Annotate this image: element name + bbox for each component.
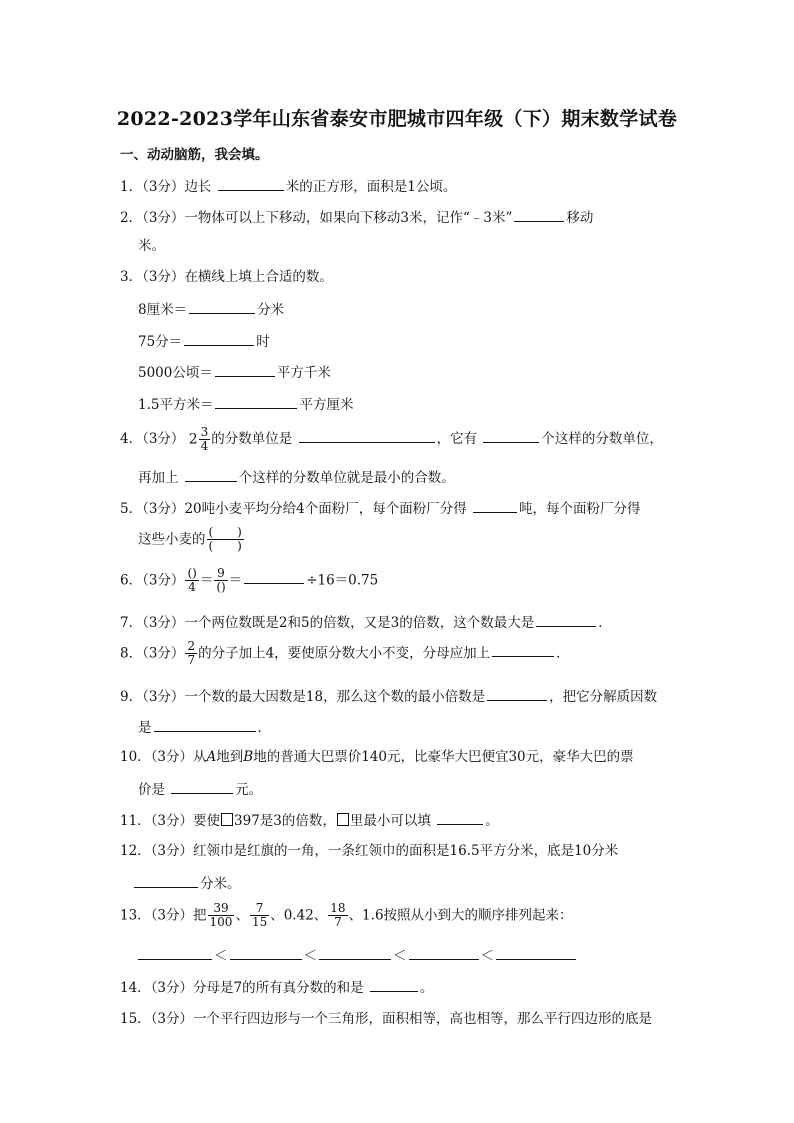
answer-blank[interactable] xyxy=(536,612,596,627)
fraction: $\frac{()}{4}$ xyxy=(187,566,197,594)
question-5: 5．（3分）20吨小麦平均分给4个面粉厂，每个面粉厂分得 吨，每个面粉厂分得 xyxy=(120,498,641,518)
question-2: 2．（3分）一物体可以上下移动，如果向下移动3米，记作“﹣3米” 移动 xyxy=(120,207,593,227)
answer-blank[interactable] xyxy=(483,428,539,443)
answer-blank[interactable] xyxy=(215,362,275,377)
question-14: 14．（3分）分母是7的所有真分数的和是 。 xyxy=(120,977,433,997)
answer-blank[interactable] xyxy=(244,569,304,584)
question-8: 8．（3分） $\frac{2}{7}$ 的分子加上4，要使原分数大小不变，分母应加上 ． xyxy=(120,639,570,667)
answer-blank[interactable] xyxy=(218,176,284,191)
fraction: $\frac{9}{()}$ xyxy=(216,566,226,594)
answer-blank[interactable] xyxy=(370,977,418,992)
square-box-icon xyxy=(337,813,349,826)
fraction: $\frac{7}{15}$ xyxy=(251,901,268,929)
answer-blank[interactable] xyxy=(319,945,391,960)
answer-blank[interactable] xyxy=(473,498,517,513)
answer-blank[interactable] xyxy=(492,642,554,657)
question-6: 6．（3分） $\frac{()}{4}$ ＝ $\frac{9}{()}$ ＝ ÷16＝0.75 xyxy=(120,566,379,594)
fraction-blank[interactable]: $\frac{( )}{( )}$ xyxy=(208,525,242,553)
answer-blank[interactable] xyxy=(184,331,254,346)
fraction: $\frac{18}{7}$ xyxy=(330,901,346,929)
question-13: 13．（3分）把 $\frac{39}{100}$ 、 $\frac{7}{15}$ 、0.42、 $\frac{18}{7}$ 、1.6按照从小到大的顺序排列起来： xyxy=(120,901,573,929)
question-1: 1．（3分）边长 米的正方形，面积是1公顷。 xyxy=(120,176,456,196)
question-7: 7．（3分）一个两位数既是2和5的倍数，又是3的倍数，这个数最大是 ． xyxy=(120,612,612,632)
answer-blank[interactable] xyxy=(230,945,302,960)
fraction: $\frac{39}{100}$ xyxy=(209,901,233,929)
question-9: 9．（3分）一个数的最大因数是18，那么这个数的最小倍数是 ，把它分解质因数 xyxy=(120,686,657,706)
question-4-cont: 再加上 个这样的分数单位就是最小的合数。 xyxy=(138,467,455,487)
question-12-cont: 分米。 xyxy=(132,873,241,893)
answer-blank[interactable] xyxy=(138,945,212,960)
answer-blank[interactable] xyxy=(437,810,483,825)
question-9-cont: 是 ． xyxy=(138,717,271,737)
question-15: 15．（3分）一个平行四边形与一个三角形，面积相等，高也相等，那么平行四边形的底是 xyxy=(120,1011,653,1027)
question-4: 4．（3分） 2 $\frac{3}{4}$ 的分数单位是 ，它有 个这样的分数单位， xyxy=(120,425,663,453)
question-10-cont: 价是 元。 xyxy=(138,779,262,799)
question-12: 12．（3分）红领巾是红旗的一角，一条红领巾的面积是16.5平方分米，底是10分米 xyxy=(120,843,619,859)
answer-blank[interactable] xyxy=(215,394,297,409)
question-3-item-4: 1.5平方米＝ 平方厘米 xyxy=(138,394,353,414)
question-10: 10．（3分）从A地到B地的普通大巴票价140元，比豪华大巴便宜30元，豪华大巴的票 xyxy=(120,749,634,765)
answer-blank[interactable] xyxy=(496,945,576,960)
answer-blank[interactable] xyxy=(134,873,198,888)
question-11: 11．（3分）要使 397是3的倍数， 里最小可以填 。 xyxy=(120,810,499,830)
page-title: 2022-2023学年山东省泰安市肥城市四年级（下）期末数学试卷 xyxy=(116,108,678,130)
question-3-item-1: 8厘米＝ 分米 xyxy=(138,299,284,319)
fraction: $\frac{3}{4}$ xyxy=(200,425,209,453)
fraction: $\frac{2}{7}$ xyxy=(187,639,196,667)
question-2-cont: 米。 xyxy=(138,238,165,254)
question-3-item-2: 75分＝ 时 xyxy=(138,331,270,351)
answer-blank[interactable] xyxy=(171,779,233,794)
section-heading: 一、动动脑筋，我会填。 xyxy=(120,147,269,163)
answer-blank[interactable] xyxy=(409,945,479,960)
question-5-cont: 这些小麦的 $\frac{( )}{( )}$ xyxy=(138,525,242,553)
answer-blank[interactable] xyxy=(189,299,255,314)
answer-blank[interactable] xyxy=(514,207,564,222)
question-3: 3．（3分）在横线上填上合适的数。 xyxy=(120,269,333,285)
question-3-item-3: 5000公顷＝ 平方千米 xyxy=(138,362,331,382)
answer-blank[interactable] xyxy=(185,467,237,482)
square-box-icon xyxy=(221,813,233,826)
answer-blank[interactable] xyxy=(299,428,435,443)
answer-blank[interactable] xyxy=(154,717,256,732)
question-13-answers: ＜ ＜ ＜ ＜ xyxy=(136,945,578,965)
answer-blank[interactable] xyxy=(487,686,547,701)
